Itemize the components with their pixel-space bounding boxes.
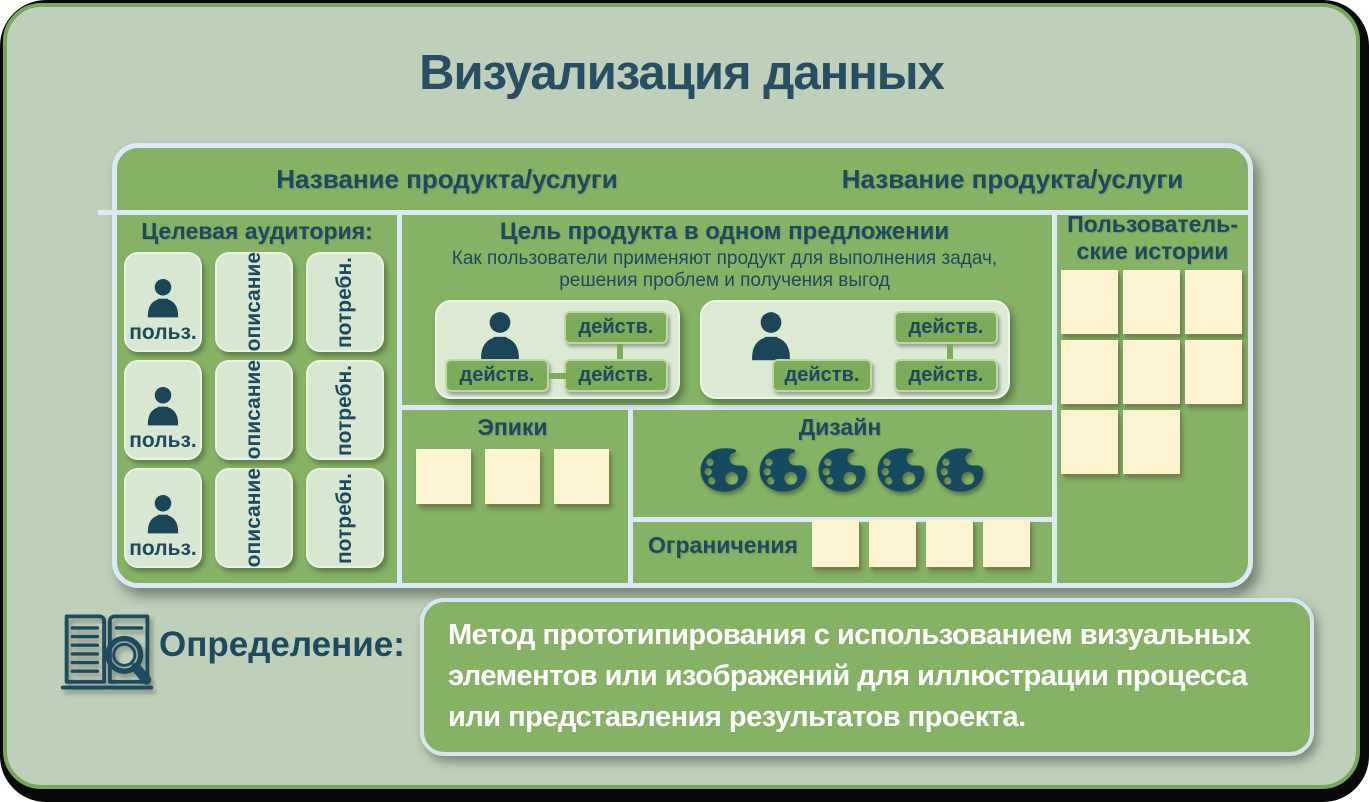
book-search-icon <box>57 605 157 697</box>
constraints-stickies <box>812 520 1030 567</box>
description-card <box>215 360 293 460</box>
user-card-label: польз. <box>129 537 197 560</box>
sticky-note <box>1123 340 1180 404</box>
need-label: потребн. <box>333 472 356 564</box>
palette-icon <box>934 445 986 495</box>
sticky-note <box>1061 340 1118 404</box>
sticky-note <box>485 449 540 504</box>
audience-row <box>124 468 384 568</box>
description-card <box>215 468 293 568</box>
definition-box <box>420 598 1314 756</box>
action-box: действ. <box>564 311 668 344</box>
journey-group-2 <box>700 300 1010 399</box>
need-label: потребн. <box>333 256 356 348</box>
action-box: действ. <box>445 359 549 392</box>
description-label: описание <box>242 360 265 460</box>
need-card <box>306 360 384 460</box>
audience-grid <box>124 252 384 568</box>
user-card <box>124 468 202 568</box>
definition-text-line: или представления результатов проекта. <box>448 701 1026 733</box>
need-card <box>306 252 384 352</box>
connector-horizontal <box>549 373 570 379</box>
action-box: действ. <box>772 359 872 392</box>
user-card-label: польз. <box>129 429 197 452</box>
sticky-note <box>926 520 973 567</box>
sticky-note <box>983 520 1030 567</box>
sticky-note <box>1061 410 1118 474</box>
page-title: Визуализация данных <box>419 46 944 100</box>
palette-icon <box>698 445 750 495</box>
sticky-note <box>869 520 916 567</box>
action-box: действ. <box>894 359 998 392</box>
user-card <box>124 252 202 352</box>
stories-title-line2: ские истории <box>1076 238 1229 264</box>
palette-icon <box>757 445 809 495</box>
goal-title: Цель продукта в одном предложении <box>499 218 950 245</box>
definition-label: Определение: <box>159 625 405 664</box>
user-icon <box>742 309 800 363</box>
user-icon <box>140 384 186 428</box>
journey-group-1 <box>435 300 680 399</box>
description-label: описание <box>242 468 265 568</box>
stories-title-line1: Пользователь- <box>1067 211 1238 237</box>
user-icon <box>140 276 186 320</box>
palette-icon <box>816 445 868 495</box>
connector-vertical <box>947 344 953 359</box>
definition-text-line: элементов или изображений для иллюстрации процесса <box>448 660 1248 692</box>
divider-vertical-right <box>1052 210 1057 583</box>
stories-stickies <box>1061 270 1242 474</box>
sticky-note <box>812 520 859 567</box>
user-card-label: польз. <box>129 321 197 344</box>
sticky-note <box>1185 340 1242 404</box>
divider-goal-bottom <box>397 405 1052 410</box>
audience-row <box>124 360 384 460</box>
sticky-note <box>1123 410 1180 474</box>
need-label: потребн. <box>333 364 356 456</box>
user-card <box>124 360 202 460</box>
design-title: Дизайн <box>798 414 882 440</box>
design-palettes <box>698 445 986 495</box>
product-name-header-right: Название продукта/услуги <box>841 164 1184 194</box>
description-card <box>215 252 293 352</box>
product-map-panel <box>112 143 1253 588</box>
sticky-note <box>1061 270 1118 334</box>
goal-subtitle-line2: решения проблем и получения выгод <box>559 270 890 291</box>
epics-title: Эпики <box>477 414 548 440</box>
user-icon <box>140 492 186 536</box>
definition-text-line: Метод прототипирования с использованием визуальных <box>448 619 1251 651</box>
sticky-note <box>1185 270 1242 334</box>
audience-title: Целевая аудитория: <box>141 218 373 244</box>
goal-subtitle-line1: Как пользователи применяют продукт для выполнения задач, <box>451 248 998 269</box>
palette-icon <box>875 445 927 495</box>
sticky-note <box>1123 270 1180 334</box>
page-background <box>3 3 1360 789</box>
stories-title <box>1057 211 1248 265</box>
need-card <box>306 468 384 568</box>
epics-stickies <box>416 449 609 504</box>
sticky-note <box>554 449 609 504</box>
description-label: описание <box>242 252 265 352</box>
action-box: действ. <box>564 359 668 392</box>
user-icon <box>471 309 529 363</box>
action-box: действ. <box>894 311 998 344</box>
connector-vertical <box>617 344 623 359</box>
sticky-note <box>416 449 471 504</box>
audience-row <box>124 252 384 352</box>
constraints-title: Ограничения <box>648 532 798 558</box>
product-name-header-left: Название продукта/услуги <box>276 164 618 194</box>
